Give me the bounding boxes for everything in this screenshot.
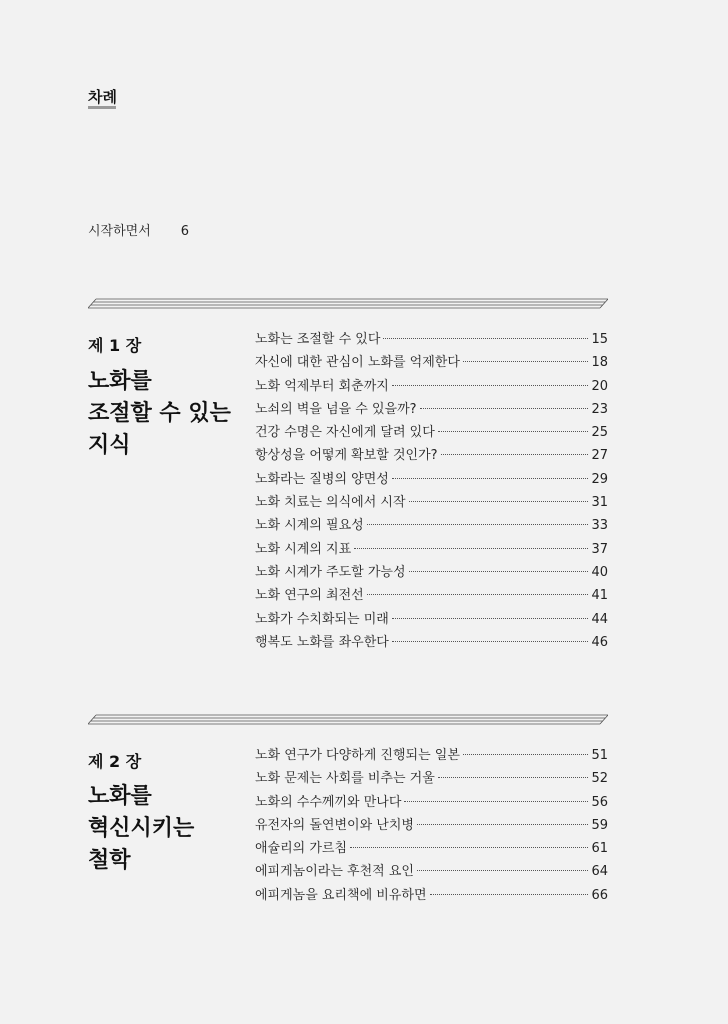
entry-title: 노화 연구의 최전선: [255, 588, 364, 604]
intro-entry[interactable]: [88, 220, 189, 239]
toc-entry[interactable]: [255, 814, 608, 837]
toc-entry[interactable]: [255, 584, 608, 607]
entry-page: 29: [591, 471, 608, 487]
toc-entry[interactable]: [255, 884, 608, 907]
entry-title: 자신에 대한 관심이 노화를 억제한다: [255, 355, 460, 371]
chapter-1-entries: [255, 328, 608, 654]
entry-page: 18: [591, 355, 608, 371]
chapter-2-entries: [255, 744, 608, 907]
toc-entry[interactable]: [255, 631, 608, 654]
entry-title: 건강 수명은 자신에게 달려 있다: [255, 425, 435, 441]
toc-entry[interactable]: [255, 398, 608, 421]
entry-page: 31: [591, 495, 608, 511]
entry-title: 노화의 수수께끼와 만나다: [255, 794, 402, 810]
chapter-1-title: [88, 366, 238, 462]
entry-page: 61: [591, 841, 608, 857]
leader-dots: [438, 777, 589, 778]
entry-title: 노화 시계가 주도할 가능성: [255, 564, 406, 580]
leader-dots: [350, 847, 588, 848]
leader-dots: [392, 641, 589, 642]
chapter-2-title-line: 노화를: [88, 784, 152, 809]
leader-dots: [354, 548, 588, 549]
toc-entry[interactable]: [255, 421, 608, 444]
toc-entry[interactable]: [255, 328, 608, 351]
toc-entry[interactable]: [255, 767, 608, 790]
chapter-1-rule: [88, 298, 608, 310]
chapter-2-rule: [88, 714, 608, 726]
toc-entry[interactable]: [255, 791, 608, 814]
toc-entry[interactable]: [255, 608, 608, 631]
chapter-1-title-line: 노화를: [88, 369, 152, 394]
entry-title: 노화 문제는 사회를 비추는 거울: [255, 771, 435, 787]
toc-heading: 차례: [88, 88, 117, 106]
leader-dots: [438, 431, 589, 432]
entry-page: 41: [591, 588, 608, 604]
entry-page: 40: [591, 564, 608, 580]
entry-title: 에피게놈을 요리책에 비유하면: [255, 887, 427, 903]
leader-dots: [392, 618, 589, 619]
entry-title: 노화 연구가 다양하게 진행되는 일본: [255, 748, 460, 763]
leader-dots: [383, 338, 588, 339]
toc-entry[interactable]: [255, 351, 608, 374]
toc-entry[interactable]: [255, 837, 608, 860]
chapter-1-title-line: 조절할 수 있는: [88, 401, 231, 426]
toc-entry[interactable]: [255, 468, 608, 491]
leader-dots: [417, 870, 588, 871]
entry-page: 33: [591, 518, 608, 534]
leader-dots: [367, 594, 589, 595]
toc-entry[interactable]: [255, 491, 608, 514]
toc-entry[interactable]: [255, 514, 608, 537]
entry-title: 노화 시계의 지표: [255, 541, 352, 557]
leader-dots: [404, 801, 588, 802]
chapter-2-title-line: 혁신시키는: [88, 816, 195, 841]
toc-entry[interactable]: [255, 561, 608, 584]
entry-page: 44: [591, 611, 608, 627]
toc-entry[interactable]: [255, 860, 608, 883]
entry-page: 15: [591, 332, 608, 347]
entry-title: 노화가 수치화되는 미래: [255, 611, 389, 627]
entry-page: 23: [591, 401, 608, 417]
entry-page: 46: [591, 634, 608, 650]
entry-title: 에피게놈이라는 후천적 요인: [255, 864, 414, 880]
entry-page: 27: [591, 448, 608, 464]
leader-dots: [409, 501, 589, 502]
chapter-1-title-line: 지식: [88, 433, 131, 458]
entry-title: 항상성을 어떻게 확보할 것인가?: [255, 448, 438, 464]
entry-page: 64: [591, 864, 608, 880]
leader-dots: [392, 385, 589, 386]
entry-page: 20: [591, 378, 608, 394]
leader-dots: [463, 754, 589, 755]
intro-page: 6: [180, 224, 190, 239]
entry-title: 행복도 노화를 좌우한다: [255, 634, 389, 650]
entry-page: 25: [591, 425, 608, 441]
entry-page: 66: [591, 887, 608, 903]
toc-entry[interactable]: [255, 744, 608, 767]
entry-title: 노화 시계의 필요성: [255, 518, 364, 534]
leader-dots: [367, 524, 589, 525]
leader-dots: [430, 894, 589, 895]
entry-title: 애슐리의 가르침: [255, 841, 348, 857]
toc-entry[interactable]: [255, 538, 608, 561]
chapter-2-title-line: 철학: [88, 848, 131, 873]
leader-dots: [417, 824, 588, 825]
entry-page: 56: [591, 794, 608, 810]
chapter-1-label: 제 1 장: [88, 336, 142, 355]
chapter-2-label: 제 2 장: [88, 752, 142, 771]
entry-title: 노화 억제부터 회춘까지: [255, 378, 389, 394]
leader-dots: [409, 571, 589, 572]
entry-page: 52: [591, 771, 608, 787]
chapter-2-title: [88, 781, 238, 877]
leader-dots: [392, 478, 589, 479]
entry-page: 59: [591, 817, 608, 833]
toc-entry[interactable]: [255, 375, 608, 398]
entry-title: 노화는 조절할 수 있다: [255, 332, 381, 347]
entry-title: 노쇠의 벽을 넘을 수 있을까?: [255, 401, 417, 417]
entry-page: 37: [591, 541, 608, 557]
entry-title: 노화 치료는 의식에서 시작: [255, 495, 406, 511]
leader-dots: [463, 361, 589, 362]
leader-dots: [441, 454, 589, 455]
entry-title: 노화라는 질병의 양면성: [255, 471, 389, 487]
toc-entry[interactable]: [255, 444, 608, 467]
toc-heading-underline: [88, 106, 116, 109]
entry-title: 유전자의 돌연변이와 난치병: [255, 817, 414, 833]
leader-dots: [420, 408, 589, 409]
intro-title: 시작하면서: [88, 224, 151, 239]
entry-page: 51: [591, 748, 608, 763]
